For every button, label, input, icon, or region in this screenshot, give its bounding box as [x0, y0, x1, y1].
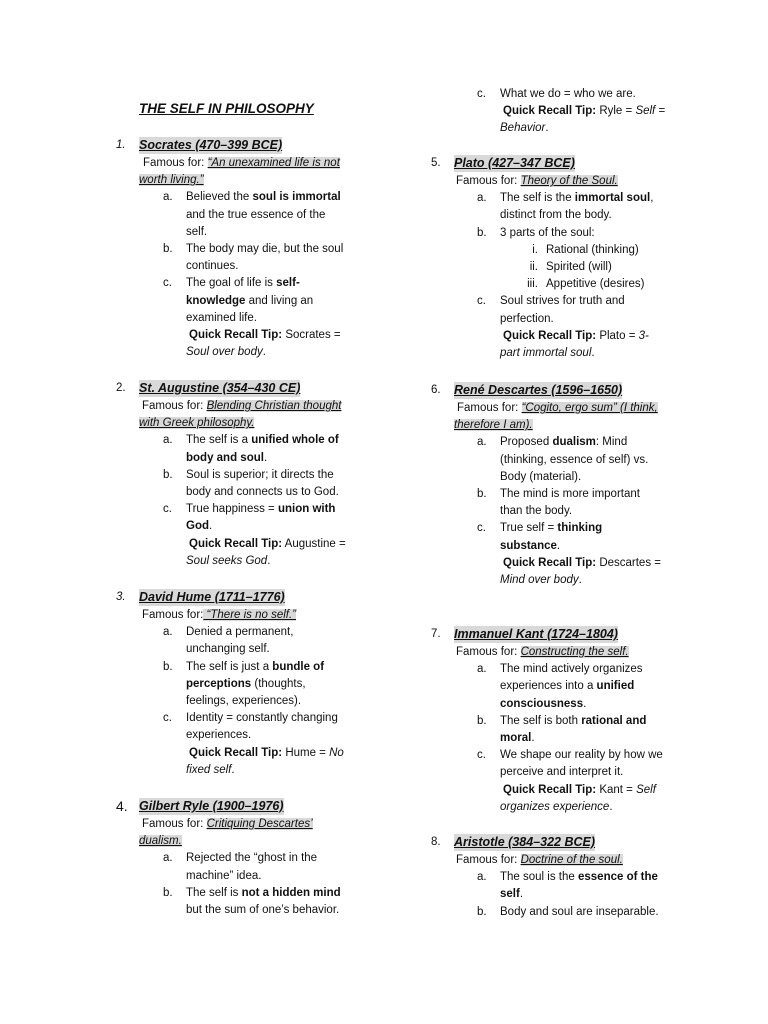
quick-recall-tip: Quick Recall Tip: Augustine = Soul seeks God. [186, 537, 346, 567]
famous-value: Theory of the Soul. [520, 175, 618, 187]
section-name: Plato (427–347 BCE) [454, 155, 575, 172]
quick-recall-tip: Quick Recall Tip: Ryle = Self = Behavior. [500, 105, 666, 135]
section-name: Gilbert Ryle (1900–1976) [139, 798, 284, 815]
section-number: 8. [431, 836, 441, 848]
section-number: 4. [116, 798, 128, 814]
quick-recall-tip: Quick Recall Tip: Socrates = Soul over body. [186, 329, 341, 359]
list-item: a. Proposed dualism: Mind (thinking, essence of self) vs. Body (material). [477, 436, 649, 483]
sub-item: i. Rational (thinking) [532, 243, 639, 256]
section-name: René Descartes (1596–1650) [454, 382, 622, 399]
list-item: c. True self = thinking substance. [477, 522, 603, 552]
famous-value-cont: worth living.” [139, 174, 204, 187]
section-aristotle [431, 834, 691, 921]
list-item: b. The self is both rational and moral. [477, 714, 647, 745]
famous-value-cont: with Greek philosophy. [139, 417, 255, 430]
section-heading [116, 137, 376, 155]
section-name: Aristotle (384–322 BCE) [454, 834, 595, 851]
section-heading [431, 155, 691, 173]
section-number: 2. [116, 382, 126, 394]
famous-value: Constructing the self. [520, 646, 629, 658]
list-item: a. The mind actively organizes experiences into a unified consciousness. [477, 663, 643, 710]
section-descartes [431, 382, 691, 589]
list-item: c. We shape our reality by how we perceive and interpret it. [477, 749, 663, 779]
section-name: Socrates (470–399 BCE) [139, 137, 282, 154]
famous-value: Critiquing Descartes’ [206, 818, 313, 830]
famous-value-cont: therefore I am). [454, 419, 533, 432]
section-number: 1. [116, 139, 126, 151]
section-heading [431, 382, 691, 400]
famous-for: Famous for: Doctrine of the soul. [456, 854, 623, 866]
section-number: 7. [431, 628, 441, 640]
section-number: 6. [431, 384, 441, 396]
list-item: b. The self is not a hidden mind but the sum of one’s behavior. [163, 886, 341, 917]
section-heading [431, 626, 691, 644]
list-item: c. True happiness = union with God. [163, 503, 336, 533]
famous-for: Famous for: Theory of the Soul. [456, 175, 618, 187]
quick-recall-tip: Quick Recall Tip: Plato = 3- part immortal soul. [500, 329, 649, 360]
section-heading [116, 380, 376, 398]
famous-for: Famous for: “There is no self.” [142, 609, 297, 621]
list-item: a. The soul is the essence of the self. [477, 871, 658, 901]
list-item: c. What we do = who we are. [477, 88, 636, 100]
section-ryle [116, 798, 376, 919]
section-augustine [116, 380, 376, 570]
sub-item: iii. Appetitive (desires) [527, 278, 645, 291]
list-item: b. 3 parts of the soul: i. Rational (thinking) ii. Spirited (will) iii. Appetitive (desires) [431, 225, 691, 294]
quick-recall-tip: Quick Recall Tip: Kant = Self organizes experience. [500, 783, 656, 813]
list-item: a. Rejected the “ghost in the machine” idea. [163, 852, 318, 882]
section-heading [116, 589, 376, 607]
list-item: a. Denied a permanent, unchanging self. [163, 626, 294, 656]
section-heading [431, 834, 691, 852]
famous-for: Famous for: Constructing the self. [456, 646, 629, 658]
famous-for: Famous for: Critiquing Descartes’ dualism. [139, 818, 313, 848]
sub-item: ii. Spirited (will) [529, 261, 612, 274]
list-item: b. Soul is superior; it directs the body and connects us to God. [163, 468, 339, 499]
list-item: a. The self is the immortal soul, distinct from the body. [477, 192, 654, 222]
list-item: b. The mind is more important than the body. [477, 488, 640, 518]
list-item: b. Body and soul are inseparable. [477, 905, 659, 918]
list-item: b. The body may die, but the soul continues. [163, 243, 344, 273]
section-kant [431, 626, 691, 816]
famous-value-cont: dualism. [139, 835, 182, 848]
famous-value: “Cogito, ergo sum” (I think, [521, 402, 658, 414]
section-number: 5. [431, 157, 441, 169]
famous-for: Famous for: “An unexamined life is not worth living.” [139, 157, 340, 187]
section-socrates [116, 137, 376, 361]
section-name: David Hume (1711–1776) [139, 589, 285, 606]
famous-for: Famous for: Blending Christian thought with Greek philosophy. [139, 400, 342, 430]
list-item: c. Soul strives for truth and perfection. [477, 295, 625, 325]
famous-value: Doctrine of the soul. [520, 854, 623, 866]
page-title: THE SELF IN PHILOSOPHY [139, 101, 314, 116]
section-name: Immanuel Kant (1724–1804) [454, 626, 618, 643]
list-item: a. The self is a unified whole of body and soul. [163, 434, 339, 464]
quick-recall-tip: Quick Recall Tip: Hume = No fixed self. [186, 746, 344, 776]
list-item: b. The self is just a bundle of perceptions (thoughts, feelings, experiences). [163, 660, 325, 708]
section-number: 3. [116, 591, 126, 603]
famous-for: Famous for: “Cogito, ergo sum” (I think, therefore I am). [454, 402, 658, 432]
list-item: c. Identity = constantly changing experiences. [163, 712, 338, 742]
quick-recall-tip: Quick Recall Tip: Descartes = Mind over body. [500, 556, 661, 587]
famous-value: “There is no self.” [203, 609, 297, 621]
list-item: a. Believed the soul is immortal and the true essence of the self. [163, 191, 341, 238]
famous-value: “An unexamined life is not [207, 157, 340, 169]
section-hume [116, 589, 376, 779]
list-item: c. The goal of life is self- knowledge and living an examined life. [163, 277, 314, 324]
section-heading [116, 798, 376, 816]
section-ryle-continued [431, 86, 691, 138]
section-name: St. Augustine (354–430 CE) [139, 380, 300, 397]
famous-value: Blending Christian thought [206, 400, 342, 412]
section-plato [431, 155, 691, 362]
